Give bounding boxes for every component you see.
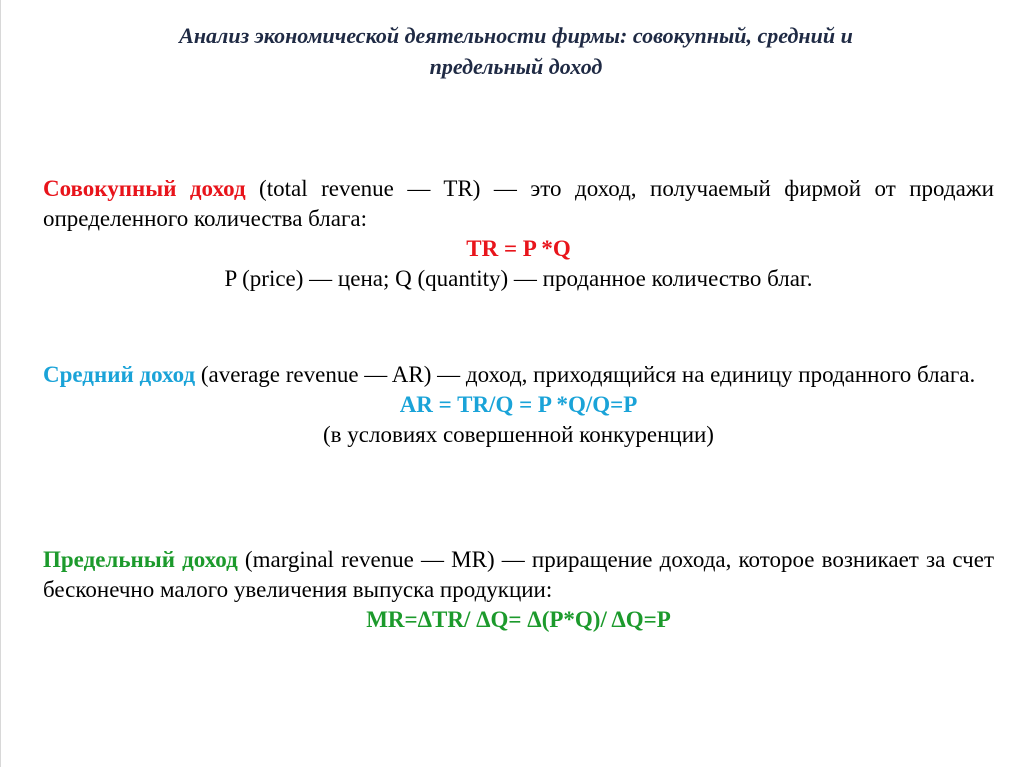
slide-title	[61, 20, 971, 82]
marginal-revenue-term: Предельный доход	[43, 547, 238, 572]
slide-title-line-2: предельный доход	[429, 54, 603, 79]
average-revenue-formula: AR = TR/Q = P *Q/Q=P	[399, 392, 638, 417]
average-revenue-section	[43, 360, 994, 450]
marginal-revenue-formula: MR=ΔTR/ ΔQ= Δ(P*Q)/ ΔQ=P	[366, 607, 671, 632]
marginal-revenue-section	[43, 545, 994, 635]
total-revenue-note: P (price) — цена; Q (quantity) — проданное количество благ.	[224, 266, 813, 291]
marginal-revenue-definition-text: (marginal revenue — MR) — приращение дохода, которое возникает за счет бесконечно малого увеличения выпуска продукции:	[43, 547, 994, 602]
average-revenue-definition	[43, 360, 994, 390]
total-revenue-section	[43, 174, 994, 294]
total-revenue-definition-text: (total revenue — TR) — это доход, получаемый фирмой от продажи определенного количества блага:	[43, 176, 994, 231]
total-revenue-formula: TR = P *Q	[466, 236, 571, 261]
average-revenue-definition-text: (average revenue — AR) — доход, приходящийся на единицу проданного блага.	[195, 362, 976, 387]
total-revenue-definition	[43, 174, 994, 234]
slide-title-line-1: Анализ экономической деятельности фирмы: совокупный, средний и	[179, 23, 853, 48]
average-revenue-term: Средний доход	[43, 362, 196, 387]
average-revenue-note: (в условиях совершенной конкуренции)	[323, 422, 714, 447]
marginal-revenue-definition	[43, 545, 994, 605]
total-revenue-term: Совокупный доход	[43, 176, 246, 201]
